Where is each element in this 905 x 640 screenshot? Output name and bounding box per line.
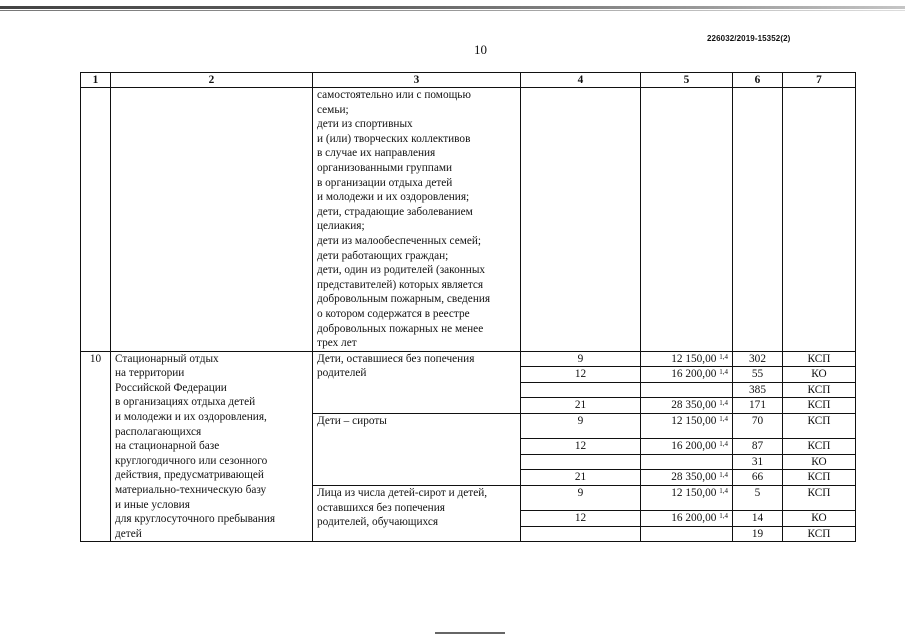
description-line: круглогодичного или сезонного: [115, 454, 268, 467]
description-line: и молодежи и их оздоровления,: [115, 411, 267, 424]
price-value: 12 150,00: [671, 487, 717, 500]
service-description: [111, 351, 313, 542]
days-cell: 12: [521, 367, 641, 383]
price-value: 16 200,00: [671, 368, 717, 381]
category-line: Дети, оставшиеся без попечения: [317, 352, 475, 365]
count-cell: 5: [733, 486, 783, 511]
continuation-line: представителей) которых является: [317, 278, 484, 291]
type-cell: КСП: [783, 351, 856, 367]
count-cell: 66: [733, 470, 783, 486]
continuation-line: в случае их направления: [317, 147, 436, 160]
type-cell: КСП: [783, 470, 856, 486]
category-line: оставшихся без попечения: [317, 501, 445, 514]
header-cell: 6: [733, 73, 783, 88]
type-cell: КО: [783, 454, 856, 470]
category-line: Лица из числа детей-сирот и детей,: [317, 487, 488, 500]
description-line: на стационарной базе: [115, 440, 220, 453]
category-line: Дети – сироты: [317, 415, 387, 428]
continuation-line: добровольных пожарных не менее: [317, 322, 484, 335]
count-cell: 14: [733, 511, 783, 527]
price-value: 16 200,00: [671, 440, 717, 453]
category-line: родителей, обучающихся: [317, 516, 439, 529]
continuation-line: и (или) творческих коллективов: [317, 132, 471, 145]
price-footnote: 1,4: [719, 471, 728, 480]
count-cell: 87: [733, 439, 783, 455]
days-cell: 9: [521, 486, 641, 511]
scan-edge-line-thin: [0, 10, 905, 11]
type-cell: КСП: [783, 398, 856, 414]
price-footnote: 1,4: [719, 399, 728, 408]
continuation-line: дети работающих граждан;: [317, 249, 449, 262]
count-cell: 70: [733, 414, 783, 439]
continuation-line: целиакия;: [317, 220, 365, 233]
days-cell: [521, 382, 641, 398]
count-cell: 19: [733, 526, 783, 542]
price-cell: [641, 367, 733, 383]
continuation-line: о котором содержатся в реестре: [317, 307, 470, 320]
price-value: 12 150,00: [671, 352, 717, 365]
scan-edge-line: [0, 6, 905, 9]
price-cell: [641, 382, 733, 398]
continuation-line: трех лет: [317, 337, 357, 350]
continuation-line: и молодежи и их оздоровления;: [317, 191, 470, 204]
table-row: [81, 351, 856, 367]
price-cell: [641, 351, 733, 367]
count-cell: 171: [733, 398, 783, 414]
continuation-line: дети, один из родителей (законных: [317, 264, 486, 277]
header-cell: 2: [111, 73, 313, 88]
row-number: 10: [81, 351, 111, 542]
continuation-line: организованными группами: [317, 161, 453, 174]
price-cell: [641, 470, 733, 486]
type-cell: КСП: [783, 526, 856, 542]
type-cell: КО: [783, 511, 856, 527]
count-cell: 31: [733, 454, 783, 470]
empty-cell: [111, 88, 313, 352]
category-line: родителей: [317, 367, 367, 380]
description-line: действия, предусматривающей: [115, 469, 264, 482]
price-value: 28 350,00: [671, 399, 717, 412]
empty-cell: [81, 88, 111, 352]
header-cell: 4: [521, 73, 641, 88]
scan-bottom-mark: [435, 632, 505, 634]
price-cell: [641, 486, 733, 511]
price-footnote: 1,4: [719, 487, 728, 496]
description-line: на территории: [115, 367, 185, 380]
days-cell: 9: [521, 414, 641, 439]
header-cell: 3: [313, 73, 521, 88]
description-line: материально-техническую базу: [115, 484, 267, 497]
continuation-text: [313, 88, 521, 352]
category-cell: [313, 414, 521, 486]
price-cell: [641, 511, 733, 527]
continuation-line: в организации отдыха детей: [317, 176, 453, 189]
empty-cell: [641, 88, 733, 352]
description-line: детей: [115, 527, 142, 540]
price-value: 28 350,00: [671, 471, 717, 484]
continuation-line: дети, страдающие заболеванием: [317, 205, 473, 218]
price-value: 16 200,00: [671, 512, 717, 525]
price-cell: [641, 526, 733, 542]
price-footnote: 1,4: [719, 415, 728, 424]
document-id: 226032/2019-15352(2): [707, 34, 791, 43]
days-cell: 21: [521, 398, 641, 414]
continuation-line: добровольным пожарным, сведения: [317, 293, 491, 306]
price-cell: [641, 454, 733, 470]
price-footnote: 1,4: [719, 440, 728, 449]
days-cell: 21: [521, 470, 641, 486]
empty-cell: [521, 88, 641, 352]
price-footnote: 1,4: [719, 352, 728, 361]
type-cell: КСП: [783, 414, 856, 439]
empty-cell: [783, 88, 856, 352]
category-cell: [313, 486, 521, 542]
empty-cell: [733, 88, 783, 352]
header-cell: 5: [641, 73, 733, 88]
header-cell: 7: [783, 73, 856, 88]
data-table: [80, 72, 856, 542]
count-cell: 302: [733, 351, 783, 367]
days-cell: 9: [521, 351, 641, 367]
price-cell: [641, 439, 733, 455]
continuation-line: дети из малообеспеченных семей;: [317, 234, 482, 247]
table-header-row: [81, 73, 856, 88]
description-line: Стационарный отдых: [115, 352, 219, 365]
days-cell: [521, 526, 641, 542]
days-cell: [521, 454, 641, 470]
type-cell: КСП: [783, 439, 856, 455]
type-cell: КСП: [783, 382, 856, 398]
continuation-line: семьи;: [317, 103, 349, 116]
days-cell: 12: [521, 511, 641, 527]
description-line: в организациях отдыха детей: [115, 396, 256, 409]
header-cell: 1: [81, 73, 111, 88]
type-cell: КСП: [783, 486, 856, 511]
continuation-row: [81, 88, 856, 352]
type-cell: КО: [783, 367, 856, 383]
description-line: и иные условия: [115, 498, 190, 511]
count-cell: 55: [733, 367, 783, 383]
days-cell: 12: [521, 439, 641, 455]
count-cell: 385: [733, 382, 783, 398]
continuation-line: дети из спортивных: [317, 118, 413, 131]
price-value: 12 150,00: [671, 415, 717, 428]
description-line: располагающихся: [115, 425, 202, 438]
category-cell: [313, 351, 521, 413]
price-cell: [641, 414, 733, 439]
description-line: для круглосуточного пребывания: [115, 513, 276, 526]
price-footnote: 1,4: [719, 512, 728, 521]
description-line: Российской Федерации: [115, 381, 227, 394]
continuation-line: самостоятельно или с помощью: [317, 89, 471, 101]
page-number: 10: [474, 42, 487, 57]
price-cell: [641, 398, 733, 414]
price-footnote: 1,4: [719, 368, 728, 377]
